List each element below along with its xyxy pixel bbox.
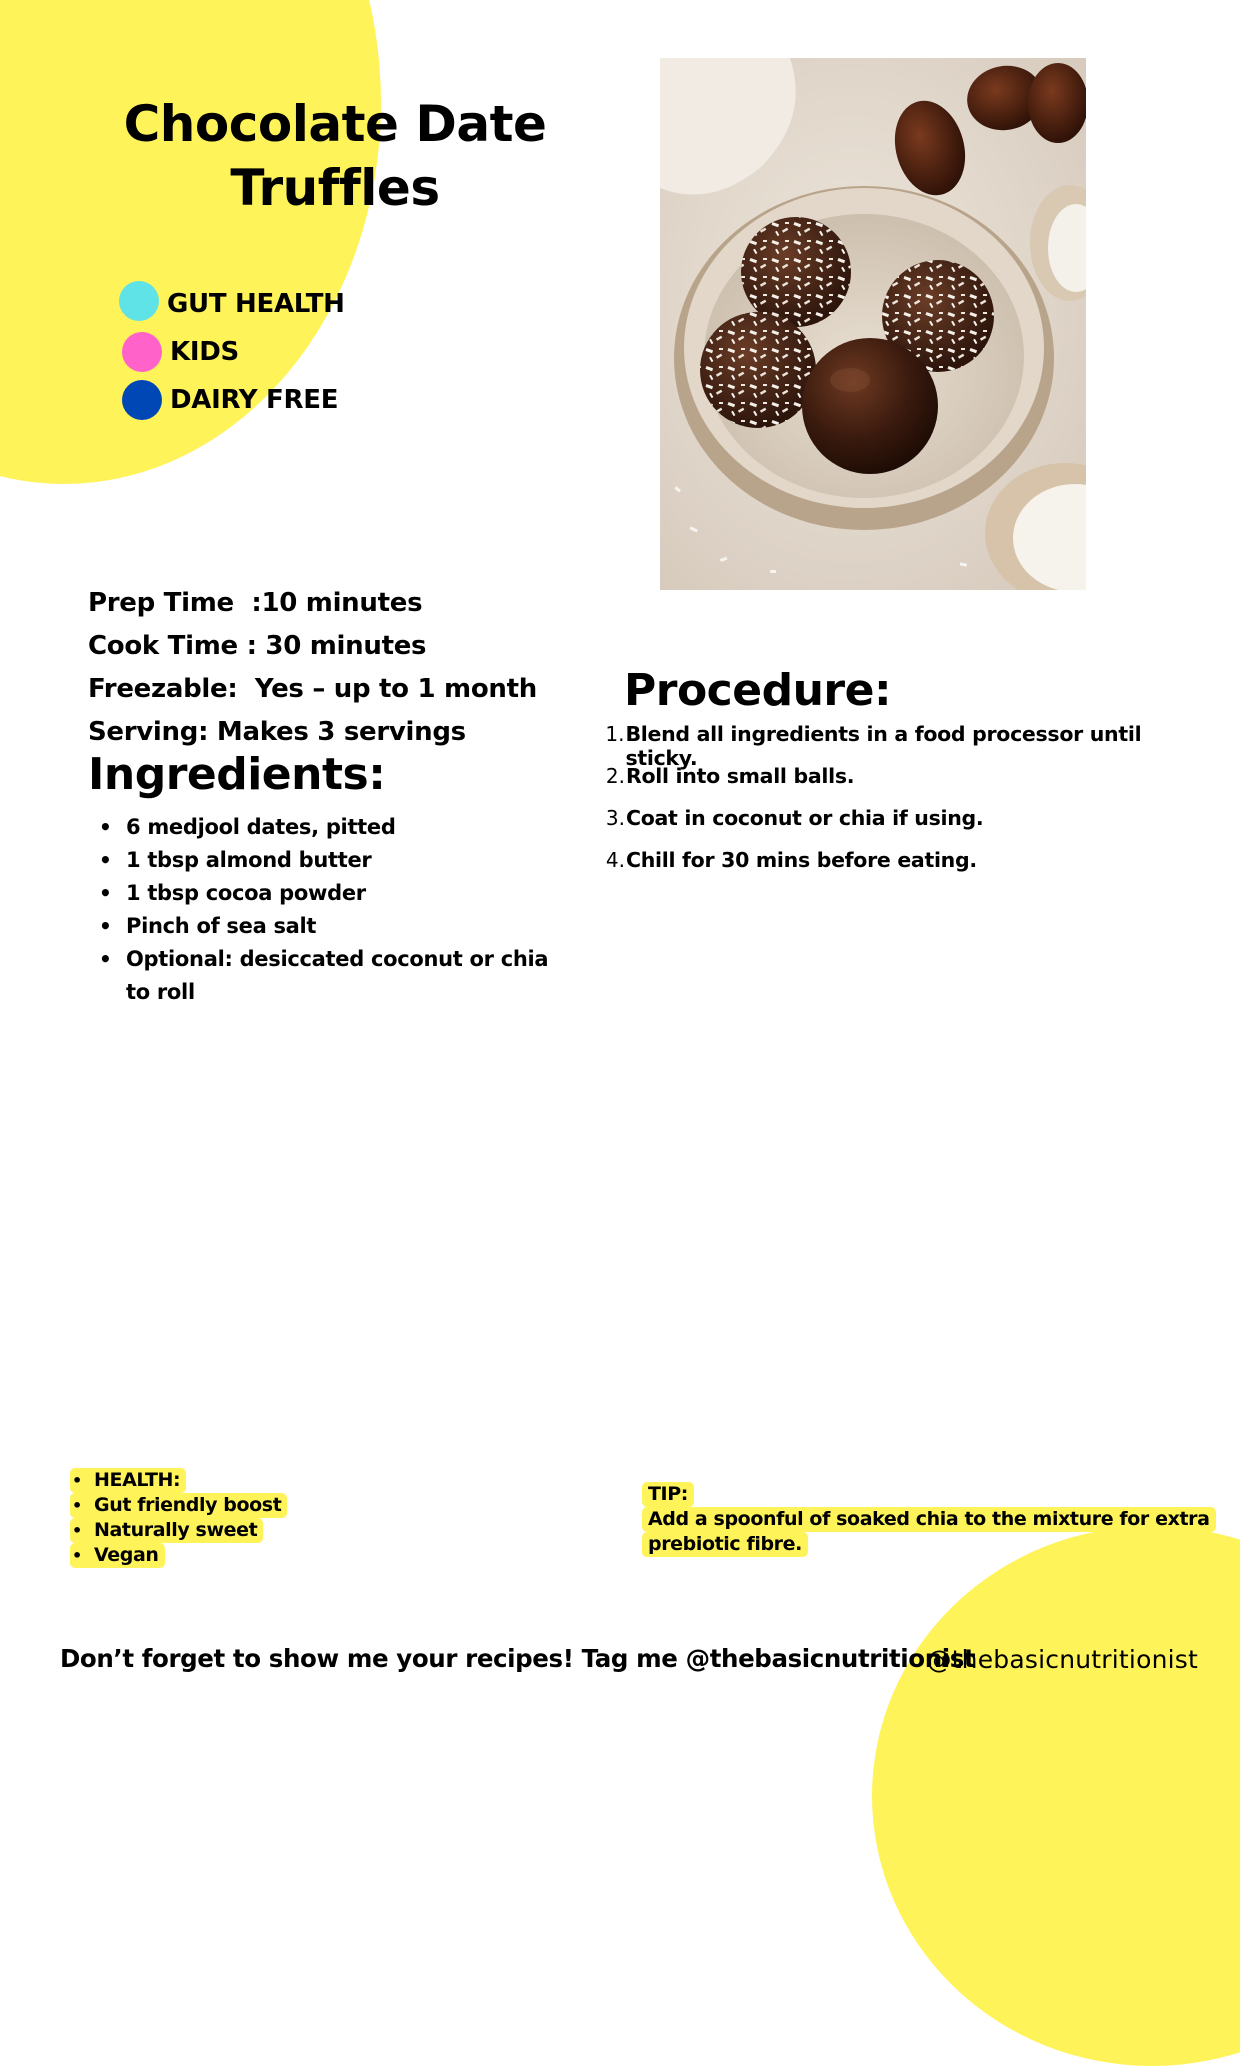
step-number: 2. <box>605 764 625 788</box>
procedure-step <box>604 722 1204 770</box>
prep-time: Prep Time :10 minutes <box>88 588 423 618</box>
list-item: • Optional: desiccated coconut or chia to roll <box>126 943 566 1009</box>
health-label: HEALTH: <box>94 1469 181 1491</box>
procedure-list <box>604 722 1204 890</box>
list-item: • Pinch of sea salt <box>126 910 566 943</box>
health-notes <box>70 1468 287 1568</box>
tip-text-line-1: Add a spoonful of soaked chia to the mixture for extra <box>642 1507 1216 1532</box>
step-text: Chill for 30 mins before eating. <box>626 848 977 872</box>
cook-time: Cook Time : 30 minutes <box>88 631 427 661</box>
health-text: Gut friendly boost <box>94 1494 282 1516</box>
title-line-2: Truffles <box>230 159 440 217</box>
tip-label: TIP: <box>642 1482 694 1507</box>
serving: Serving: Makes 3 servings <box>88 717 466 747</box>
step-number: 4. <box>605 848 625 872</box>
list-item: • 6 medjool dates, pitted <box>126 811 566 844</box>
list-item: • 1 tbsp cocoa powder <box>126 877 566 910</box>
list-item: • 1 tbsp almond butter <box>126 844 566 877</box>
title-line-1: Chocolate Date <box>123 95 547 153</box>
procedure-heading: Procedure: <box>624 665 892 716</box>
procedure-step <box>604 848 1204 890</box>
tag-gut-health <box>122 280 345 328</box>
tag-label: DAIRY FREE <box>170 385 339 415</box>
recipe-title <box>120 92 550 220</box>
footer-handle: @thebasicnutritionist <box>926 1645 1198 1674</box>
step-text: Blend all ingredients in a food processor until sticky. <box>625 722 1142 770</box>
health-item: • Gut friendly boost <box>70 1493 287 1518</box>
kids-dot-icon <box>122 332 162 372</box>
procedure-step <box>604 764 1204 806</box>
tag-label: GUT HEALTH <box>167 289 345 319</box>
footer-call-to-action: Don’t forget to show me your recipes! Tag me @thebasicnutritionist <box>60 1644 976 1673</box>
health-text: Naturally sweet <box>94 1519 258 1541</box>
tip-text-line-2: prebiotic fibre. <box>642 1532 808 1557</box>
step-text: Roll into small balls. <box>626 764 855 788</box>
ingredients-heading: Ingredients: <box>88 749 386 800</box>
gut-health-dot-icon <box>119 281 159 321</box>
step-number: 3. <box>605 806 625 830</box>
category-tags <box>122 280 345 424</box>
tip-box <box>642 1482 1210 1557</box>
decor-circle-bottom <box>872 1526 1240 2066</box>
step-text: Coat in coconut or chia if using. <box>626 806 984 830</box>
health-item: • Vegan <box>70 1543 287 1568</box>
ingredients-list <box>126 811 566 1009</box>
tag-kids <box>122 328 345 376</box>
freezable: Freezable: Yes – up to 1 month <box>88 674 537 704</box>
step-number: 1. <box>605 722 625 746</box>
tag-dairy-free <box>122 376 345 424</box>
health-item: • HEALTH: <box>70 1468 287 1493</box>
recipe-info <box>88 582 588 754</box>
health-text: Vegan <box>94 1544 159 1566</box>
procedure-step <box>604 806 1204 848</box>
tag-label: KIDS <box>170 337 239 367</box>
health-item: • Naturally sweet <box>70 1518 287 1543</box>
truffles-photo <box>660 58 1086 590</box>
dairy-free-dot-icon <box>122 380 162 420</box>
